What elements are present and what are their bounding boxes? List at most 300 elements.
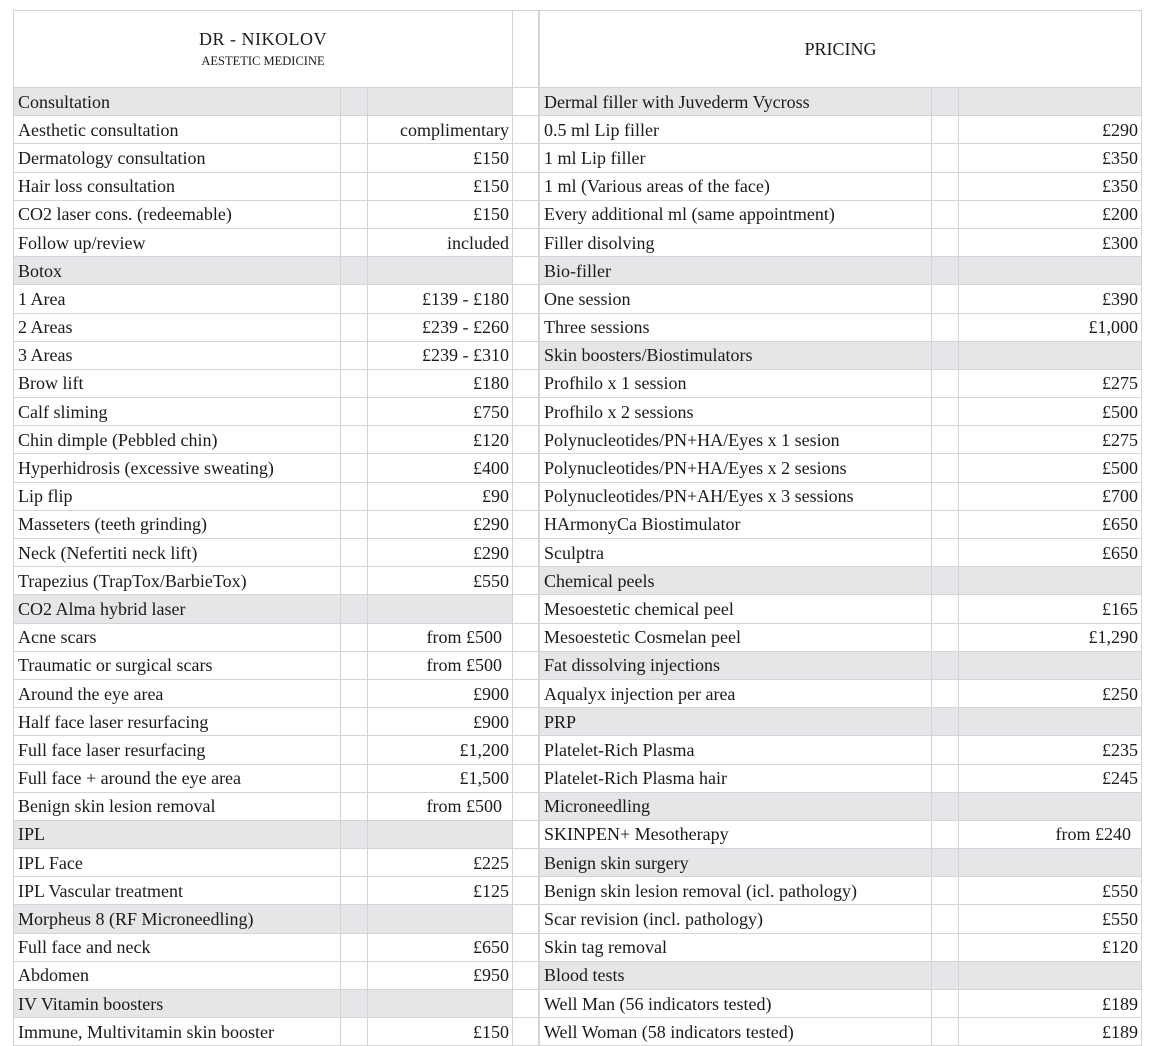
treatment-price: £650 [959,510,1142,538]
price-row [540,1018,1142,1046]
price-row [14,567,513,595]
treatment-name: Brow lift [14,369,341,397]
divider-cell [513,398,539,426]
spacer-cell [932,849,959,877]
section-price-cell [368,257,513,285]
treatment-name: Three sessions [540,313,932,341]
price-row [540,510,1142,538]
spacer-cell [932,426,959,454]
section-title: Dermal filler with Juvederm Vycross [540,88,932,116]
treatment-price: £235 [959,736,1142,764]
divider-cell [513,708,539,736]
spacer-cell [341,285,368,313]
treatment-name: IPL Face [14,849,341,877]
divider-cell [513,905,539,933]
spacer-cell [932,257,959,285]
treatment-price: £750 [368,398,513,426]
price-row [540,313,1142,341]
treatment-name: 3 Areas [14,341,341,369]
divider-cell [513,933,539,961]
price-row [14,877,513,905]
price-row [540,454,1142,482]
spacer-cell [932,651,959,679]
price-row [540,285,1142,313]
spacer-cell [341,88,368,116]
left-price-table [13,10,513,1046]
treatment-price: £550 [959,905,1142,933]
treatment-name: Sculptra [540,539,932,567]
treatment-name: Aqualyx injection per area [540,679,932,707]
price-row [14,792,513,820]
divider-cell [513,792,539,820]
spacer-cell [341,144,368,172]
treatment-price: £90 [368,482,513,510]
spacer-cell [932,341,959,369]
divider-cell [513,567,539,595]
price-row [14,172,513,200]
spacer-cell [341,539,368,567]
spacer-cell [341,398,368,426]
treatment-name: Lip flip [14,482,341,510]
treatment-price: £275 [959,369,1142,397]
spacer-cell [341,1018,368,1046]
treatment-price: £1,290 [959,623,1142,651]
price-row [14,313,513,341]
treatment-name: 1 ml Lip filler [540,144,932,172]
section-row-iv-vitamin-boosters [14,990,513,1018]
price-row [14,454,513,482]
section-row-co2-alma-hybrid-laser [14,595,513,623]
divider-cell [513,285,539,313]
section-row-chemical-peels [540,567,1142,595]
treatment-price: £1,500 [368,764,513,792]
spacer-cell [932,482,959,510]
section-row-dermal-filler-with-juvederm-vycross [540,88,1142,116]
section-price-cell [959,961,1142,989]
treatment-name: 1 Area [14,285,341,313]
spacer-cell [932,398,959,426]
price-row [14,961,513,989]
treatment-name: IPL Vascular treatment [14,877,341,905]
treatment-price: £650 [368,933,513,961]
spacer-cell [341,567,368,595]
section-row-fat-dissolving-injections [540,651,1142,679]
spacer-cell [341,510,368,538]
treatment-name: Traumatic or surgical scars [14,651,341,679]
price-row [14,764,513,792]
spacer-cell [932,961,959,989]
price-row [540,369,1142,397]
section-title: Skin boosters/Biostimulators [540,341,932,369]
treatment-price: £189 [959,1018,1142,1046]
spacer-cell [932,792,959,820]
section-title: Chemical peels [540,567,932,595]
divider-cell [513,1018,539,1046]
treatment-price: £165 [959,595,1142,623]
section-price-cell [959,88,1142,116]
treatment-price: £500 [959,398,1142,426]
spacer-cell [341,482,368,510]
treatment-name: One session [540,285,932,313]
treatment-price: £245 [959,764,1142,792]
divider-cell [513,313,539,341]
pricing-header [540,11,1142,88]
spacer-cell [341,257,368,285]
divider-cell [513,651,539,679]
section-row-benign-skin-surgery [540,849,1142,877]
treatment-name: Skin tag removal [540,933,932,961]
section-title: Consultation [14,88,341,116]
treatment-price: £125 [368,877,513,905]
divider-cell [513,539,539,567]
treatment-price: £290 [959,116,1142,144]
price-row [540,228,1142,256]
section-price-cell [959,341,1142,369]
price-row [540,623,1142,651]
price-row [540,398,1142,426]
divider-cell [513,257,539,285]
treatment-price: £700 [959,482,1142,510]
section-row-skin-boosters-biostimulators [540,341,1142,369]
price-row [540,172,1142,200]
section-price-cell [959,792,1142,820]
section-price-cell [959,257,1142,285]
section-price-cell [959,849,1142,877]
section-title: PRP [540,708,932,736]
spacer-cell [932,736,959,764]
spacer-cell [932,1018,959,1046]
treatment-name: Polynucleotides/PN+HA/Eyes x 1 sesion [540,426,932,454]
treatment-price: £250 [959,679,1142,707]
spacer-cell [932,764,959,792]
treatment-name: 1 ml (Various areas of the face) [540,172,932,200]
treatment-price: £550 [368,567,513,595]
treatment-name: Trapezius (TrapTox/BarbieTox) [14,567,341,595]
divider-cell [513,961,539,989]
divider-cell [513,595,539,623]
treatment-name: Abdomen [14,961,341,989]
treatment-name: 0.5 ml Lip filler [540,116,932,144]
divider-cell [513,341,539,369]
treatment-name: Acne scars [14,623,341,651]
spacer-cell [341,623,368,651]
section-title: CO2 Alma hybrid laser [14,595,341,623]
treatment-name: CO2 laser cons. (redeemable) [14,200,341,228]
section-row-bio-filler [540,257,1142,285]
divider-cell [513,820,539,848]
divider-cell [513,623,539,651]
spacer-cell [341,369,368,397]
spacer-cell [932,623,959,651]
treatment-price: from £240 [959,820,1142,848]
price-row [14,849,513,877]
clinic-name: DR - NIKOLOV [199,29,327,50]
spacer-cell [341,849,368,877]
divider-cell [513,482,539,510]
section-price-cell [368,905,513,933]
price-row [540,200,1142,228]
spacer-cell [932,679,959,707]
spacer-cell [932,116,959,144]
section-price-cell [959,651,1142,679]
divider-cell [513,116,539,144]
treatment-name: Chin dimple (Pebbled chin) [14,426,341,454]
price-row [14,369,513,397]
treatment-price: £300 [959,228,1142,256]
treatment-name: Hair loss consultation [14,172,341,200]
price-row [540,595,1142,623]
treatment-price: £550 [959,877,1142,905]
treatment-name: Scar revision (incl. pathology) [540,905,932,933]
spacer-cell [932,510,959,538]
treatment-name: Platelet-Rich Plasma hair [540,764,932,792]
treatment-name: Benign skin lesion removal (icl. pathology) [540,877,932,905]
spacer-cell [932,567,959,595]
treatment-price: £150 [368,200,513,228]
divider-cell [513,228,539,256]
treatment-price: from £500 [368,651,513,679]
right-header-row [540,11,1142,88]
spacer-cell [932,369,959,397]
spacer-cell [341,172,368,200]
price-row [14,228,513,256]
treatment-price: £180 [368,369,513,397]
treatment-name: Mesoestetic chemical peel [540,595,932,623]
treatment-price: £500 [959,454,1142,482]
treatment-price: from £500 [368,792,513,820]
spacer-cell [341,341,368,369]
treatment-name: Filler disolving [540,228,932,256]
spacer-cell [341,116,368,144]
spacer-cell [932,877,959,905]
divider-cell [513,426,539,454]
divider-cell [513,200,539,228]
spacer-cell [932,228,959,256]
spacer-cell [341,820,368,848]
treatment-price: £139 - £180 [368,285,513,313]
treatment-name: Polynucleotides/PN+AH/Eyes x 3 sessions [540,482,932,510]
divider-cell [513,990,539,1018]
divider-cell [513,369,539,397]
price-row [14,482,513,510]
section-title: Fat dissolving injections [540,651,932,679]
divider-cell [513,510,539,538]
treatment-name: Around the eye area [14,679,341,707]
treatment-name: Platelet-Rich Plasma [540,736,932,764]
clinic-subtitle: AESTETIC MEDICINE [201,54,325,69]
divider-cell [513,679,539,707]
section-title: IV Vitamin boosters [14,990,341,1018]
price-row [540,736,1142,764]
divider-cell [513,736,539,764]
section-title: Bio-filler [540,257,932,285]
treatment-name: Immune, Multivitamin skin booster [14,1018,341,1046]
price-row [14,144,513,172]
spacer-cell [341,679,368,707]
spacer-cell [932,200,959,228]
price-row [14,539,513,567]
treatment-price: £290 [368,510,513,538]
price-row [14,510,513,538]
spacer-cell [341,792,368,820]
treatment-price: £950 [368,961,513,989]
treatment-price: from £500 [368,623,513,651]
divider-cell [513,849,539,877]
treatment-name: Neck (Nefertiti neck lift) [14,539,341,567]
divider-cell [513,877,539,905]
price-row [540,482,1142,510]
treatment-price: £1,200 [368,736,513,764]
left-header-row [14,11,513,88]
section-title: Morpheus 8 (RF Microneedling) [14,905,341,933]
price-row [14,116,513,144]
section-title: IPL [14,820,341,848]
treatment-name: Hyperhidrosis (excessive sweating) [14,454,341,482]
clinic-header [14,11,513,88]
spacer-cell [341,595,368,623]
pricing-title: PRICING [804,39,877,59]
treatment-name: Mesoestetic Cosmelan peel [540,623,932,651]
treatment-name: HArmonyCa Biostimulator [540,510,932,538]
section-price-cell [368,88,513,116]
treatment-price: £900 [368,679,513,707]
price-row [14,1018,513,1046]
divider-cell [513,144,539,172]
spacer-cell [932,708,959,736]
treatment-name: Polynucleotides/PN+HA/Eyes x 2 sesions [540,454,932,482]
price-row [540,539,1142,567]
price-row [14,285,513,313]
treatment-price: £350 [959,172,1142,200]
price-row [14,398,513,426]
treatment-name: Full face laser resurfacing [14,736,341,764]
section-row-blood-tests [540,961,1142,989]
spacer-cell [932,172,959,200]
section-price-cell [959,708,1142,736]
treatment-price: £120 [368,426,513,454]
price-row [14,341,513,369]
divider-cell [513,764,539,792]
price-row [540,116,1142,144]
spacer-cell [341,313,368,341]
treatment-name: Well Woman (58 indicators tested) [540,1018,932,1046]
treatment-name: Full face and neck [14,933,341,961]
treatment-name: Benign skin lesion removal [14,792,341,820]
treatment-price: £390 [959,285,1142,313]
price-row [14,679,513,707]
treatment-price: £1,000 [959,313,1142,341]
price-row [540,905,1142,933]
spacer-cell [932,313,959,341]
right-price-table [539,10,1142,1046]
treatment-price: £150 [368,172,513,200]
price-row [14,933,513,961]
section-title: Blood tests [540,961,932,989]
spacer-cell [341,651,368,679]
section-price-cell [368,820,513,848]
section-price-cell [959,567,1142,595]
treatment-name: Calf sliming [14,398,341,426]
price-list-sheet [13,10,1141,1042]
treatment-price: £275 [959,426,1142,454]
spacer-cell [341,764,368,792]
treatment-price: £200 [959,200,1142,228]
treatment-price: complimentary [368,116,513,144]
treatment-name: Follow up/review [14,228,341,256]
divider-cell [513,454,539,482]
divider-cell [513,88,539,116]
section-title: Botox [14,257,341,285]
spacer-cell [932,285,959,313]
price-row [14,651,513,679]
treatment-name: Half face laser resurfacing [14,708,341,736]
treatment-price: £290 [368,539,513,567]
treatment-price: £189 [959,990,1142,1018]
spacer-cell [932,905,959,933]
price-row [540,990,1142,1018]
price-row [540,933,1142,961]
spacer-cell [341,454,368,482]
price-row [14,200,513,228]
spacer-cell [932,454,959,482]
treatment-price: £900 [368,708,513,736]
treatment-name: Profhilo x 2 sessions [540,398,932,426]
treatment-price: £150 [368,1018,513,1046]
price-row [540,144,1142,172]
spacer-cell [341,426,368,454]
spacer-cell [932,820,959,848]
price-row [540,426,1142,454]
spacer-cell [932,539,959,567]
price-row [540,679,1142,707]
section-row-prp [540,708,1142,736]
spacer-cell [341,736,368,764]
spacer-cell [932,990,959,1018]
treatment-price: £239 - £260 [368,313,513,341]
treatment-price: £400 [368,454,513,482]
treatment-name: Dermatology consultation [14,144,341,172]
treatment-price: £150 [368,144,513,172]
spacer-cell [341,877,368,905]
section-row-ipl [14,820,513,848]
price-row [540,877,1142,905]
section-price-cell [368,595,513,623]
section-price-cell [368,990,513,1018]
price-row [14,623,513,651]
price-row [540,820,1142,848]
spacer-cell [341,708,368,736]
treatment-name: Full face + around the eye area [14,764,341,792]
price-row [14,426,513,454]
treatment-name: Masseters (teeth grinding) [14,510,341,538]
spacer-cell [932,595,959,623]
treatment-name: Every additional ml (same appointment) [540,200,932,228]
spacer-cell [341,990,368,1018]
treatment-price: £120 [959,933,1142,961]
spacer-cell [932,144,959,172]
spacer-cell [341,200,368,228]
treatment-price: £350 [959,144,1142,172]
price-row [14,708,513,736]
spacer-cell [341,933,368,961]
section-title: Benign skin surgery [540,849,932,877]
spacer-cell [932,933,959,961]
column-divider [512,10,539,1046]
treatment-name: Profhilo x 1 session [540,369,932,397]
section-title: Microneedling [540,792,932,820]
section-row-microneedling [540,792,1142,820]
section-row-consultation [14,88,513,116]
